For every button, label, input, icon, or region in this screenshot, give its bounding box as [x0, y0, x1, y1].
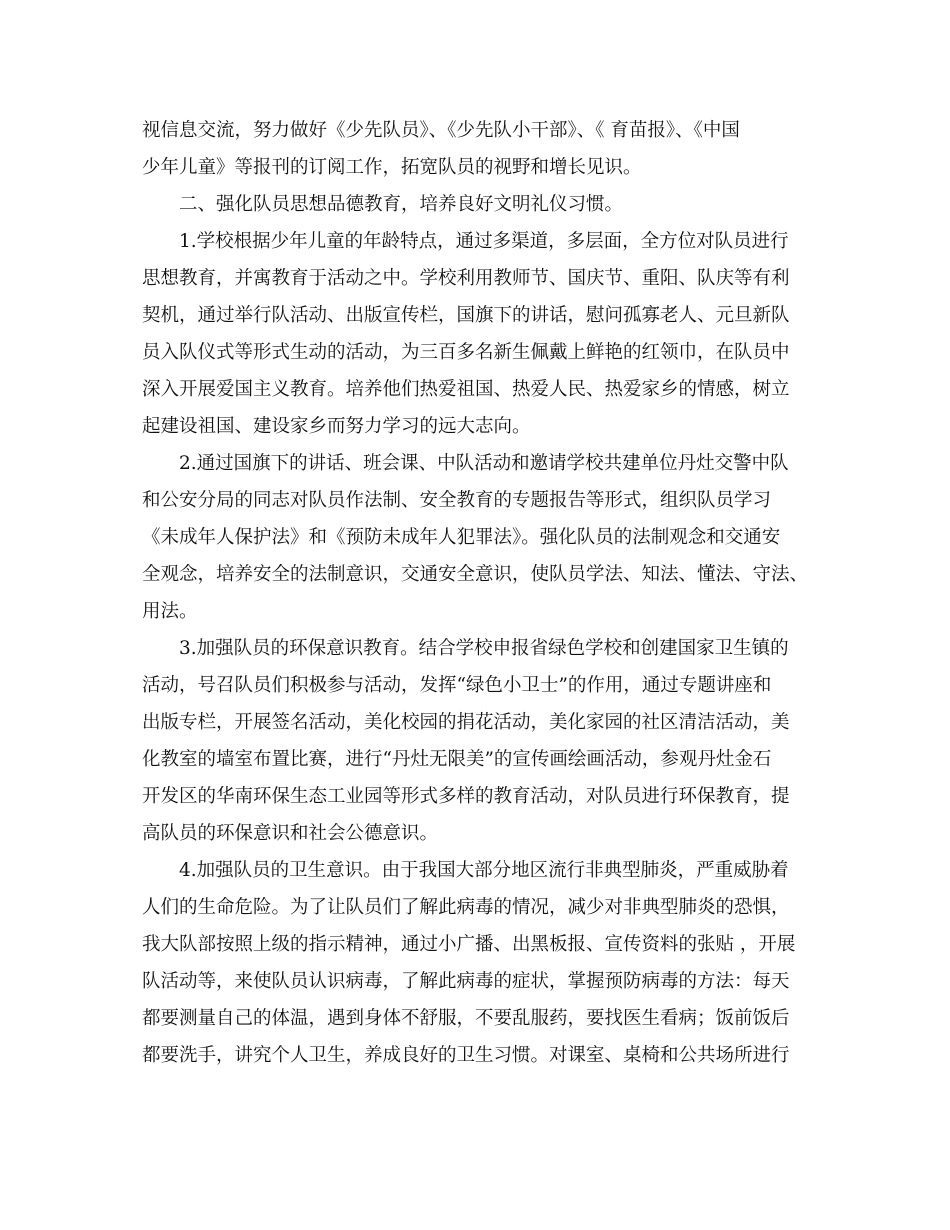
paragraph-item-1 [142, 223, 808, 445]
text-line: 契机，通过举行队活动、出版宣传栏，国旗下的讲话，慰问孤寡老人、元旦新队 [142, 305, 790, 326]
document-body [142, 112, 808, 1074]
paragraph-item-2 [142, 445, 808, 630]
section-heading-moral-education [142, 186, 808, 223]
text-line: 和公安分局的同志对队员作法制、安全教育的专题报告等形式，组织队员学习 [142, 490, 772, 511]
text-line: 思想教育，并寓教育于活动之中。学校利用教师节、国庆节、重阳、队庆等有利 [142, 268, 790, 289]
text-line: 开发区的华南环保生态工业园等形式多样的教育活动，对队员进行环保教育，提 [142, 786, 790, 807]
text-line: 《未成年人保护法》和《预防未成年人犯罪法》。强化队员的法制观念和交通安 [142, 527, 781, 548]
text-line: 1.学校根据少年儿童的年龄特点，通过多渠道，多层面，全方位对队员进行 [142, 231, 789, 252]
text-line: 起建设祖国、建设家乡而努力学习的远大志向。 [142, 416, 531, 437]
text-line: 高队员的环保意识和社会公德意识。 [142, 823, 439, 844]
text-line: 活动，号召队员们积极参与活动，发挥“绿色小卫士”的作用，通过专题讲座和 [142, 675, 772, 696]
section-heading: 二、强化队员思想品德教育，培养良好文明礼仪习惯。 [142, 194, 624, 215]
text-line: 深入开展爱国主义教育。培养他们热爱祖国、热爱人民、热爱家乡的情感，树立 [142, 379, 790, 400]
text-line: 2.通过国旗下的讲话、班会课、中队活动和邀请学校共建单位丹灶交警中队 [142, 453, 789, 474]
text-line: 4.加强队员的卫生意识。由于我国大部分地区流行非典型肺炎，严重威胁着 [142, 860, 789, 881]
text-line: 用法。 [142, 601, 198, 622]
text-line: 我大队部按照上级的指示精神，通过小广播、出黑板报、宣传资料的张贴 ，开展 [142, 934, 796, 955]
text-line: 视信息交流，努力做好《少先队员》、《少先队小干部》、《 育苗报》、《中国 [142, 120, 740, 141]
text-line: 出版专栏，开展签名活动，美化校园的捐花活动，美化家园的社区清洁活动，美 [142, 712, 790, 733]
text-line: 队活动等，来使队员认识病毒，了解此病毒的症状，掌握预防病毒的方法：每天 [142, 971, 790, 992]
paragraph-item-4 [142, 852, 808, 1074]
text-line: 员入队仪式等形式生动的活动，为三百多名新生佩戴上鲜艳的红领巾，在队员中 [142, 342, 790, 363]
paragraph-newspaper-subscription [142, 112, 808, 186]
text-line: 化教室的墙室布置比赛，进行“丹灶无限美”的宣传画绘画活动，参观丹灶金石 [142, 749, 772, 770]
text-line: 全观念，培养安全的法制意识，交通安全意识，使队员学法、知法、懂法、守法、 [142, 564, 809, 585]
text-line: 都要测量自己的体温，遇到身体不舒服，不要乱服药，要找医生看病；饭前饭后 [142, 1008, 790, 1029]
paragraph-item-3 [142, 630, 808, 852]
text-line: 3.加强队员的环保意识教育。结合学校申报省绿色学校和创建国家卫生镇的 [142, 638, 789, 659]
text-line: 少年儿童》等报刊的订阅工作，拓宽队员的视野和增长见识。 [142, 157, 642, 178]
text-line: 都要洗手，讲究个人卫生，养成良好的卫生习惯。对课室、桌椅和公共场所进行 [142, 1045, 790, 1066]
text-line: 人们的生命危险。为了让队员们了解此病毒的情况，减少对非典型肺炎的恐惧， [142, 897, 790, 918]
